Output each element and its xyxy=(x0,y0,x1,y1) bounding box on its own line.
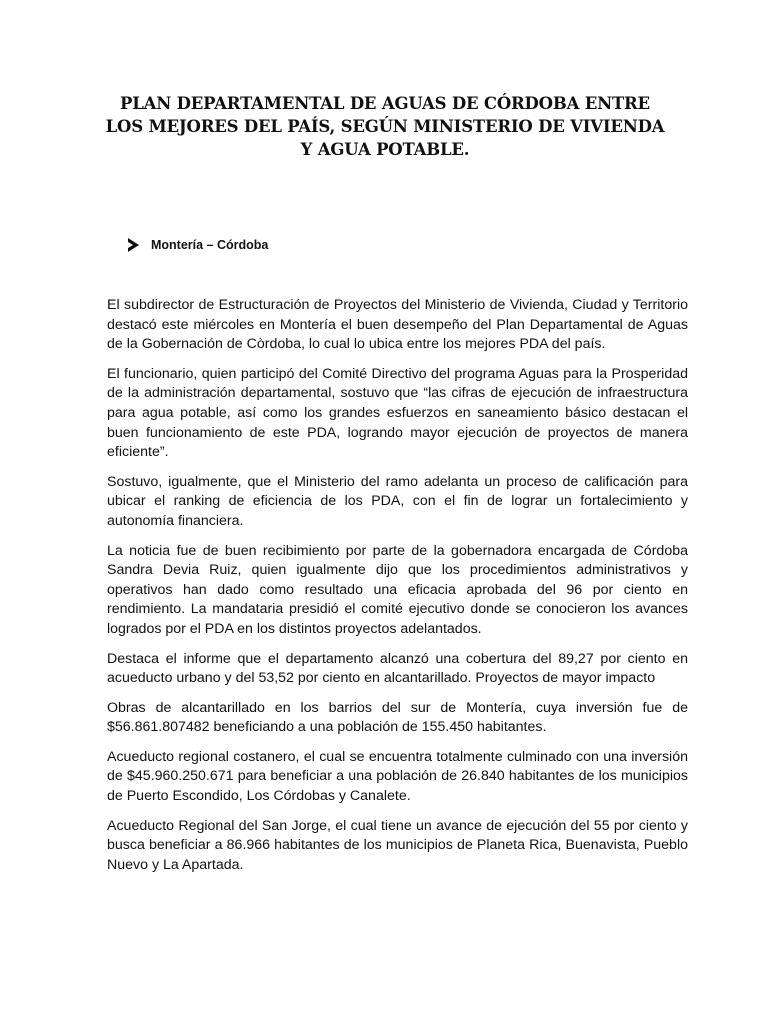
paragraph-3: Sostuvo, igualmente, que el Ministerio del ramo adelanta un proceso de calificación para ubicar el ranking de eficiencia de los PDA, con el fin de lograr un fortalecimiento y autonomía financiera. xyxy=(107,473,688,529)
document-title: PLAN DEPARTAMENTAL DE AGUAS DE CÓRDOBA ENTRE LOS MEJORES DEL PAÍS, SEGÚN MINISTERIO DE VIVIENDA Y AGUA POTABLE. xyxy=(105,94,665,159)
paragraph-6: Obras de alcantarillado en los barrios del sur de Montería, cuya inversión fue de $56.861.807482 beneficiando a una población de 155.450 habitantes. xyxy=(107,699,688,736)
location-text: Montería – Córdoba xyxy=(151,238,269,252)
paragraph-8: Acueducto Regional del San Jorge, el cual tiene un avance de ejecución del 55 por ciento y busca beneficiar a 86.966 habitantes de los municipios de Planeta Rica, Buenavista, Pueblo Nuevo y La Apartada. xyxy=(107,817,688,873)
paragraph-7: Acueducto regional costanero, el cual se encuentra totalmente culminado con una inversión de $45.960.250.671 para beneficiar a una población de 26.840 habitantes de los municipios de Puerto Escondido, Los Córdobas y Canalete. xyxy=(107,748,688,805)
paragraph-4: La noticia fue de buen recibimiento por parte de la gobernadora encargada de Córdoba Sandra Devia Ruiz, quien igualmente dijo que los procedimientos administrativos y operativos han dado como resultado una eficacia aprobada del 96 por ciento en rendimiento. La mandataria presidió el comité ejecutivo donde se conocieron los avances logrados por el PDA en los distintos proyectos adelantados. xyxy=(107,542,688,637)
paragraph-1: El subdirector de Estructuración de Proyectos del Ministerio de Vivienda, Ciudad y Territorio destacó este miércoles en Montería el buen desempeño del Plan Departamental de Aguas de la Gobernación de Còrdoba, lo cual lo ubica entre los mejores PDA del país. xyxy=(107,297,688,353)
location-line xyxy=(128,236,268,254)
arrow-bullet-icon xyxy=(128,238,139,252)
article-body xyxy=(107,296,688,885)
paragraph-2: El funcionario, quien participó del Comité Directivo del programa Aguas para la Prosperidad de la administración departamental, sostuvo que “las cifras de ejecución de infraestructura para agua potable, así como los grandes esfuerzos en saneamiento básico destacan el buen funcionamiento de este PDA, logrando mayor ejecución de proyectos de manera eficiente”. xyxy=(107,365,688,461)
paragraph-5: Destaca el informe que el departamento alcanzó una cobertura del 89,27 por ciento en acueducto urbano y del 53,52 por ciento en alcantarillado. Proyectos de mayor impacto xyxy=(107,650,688,687)
